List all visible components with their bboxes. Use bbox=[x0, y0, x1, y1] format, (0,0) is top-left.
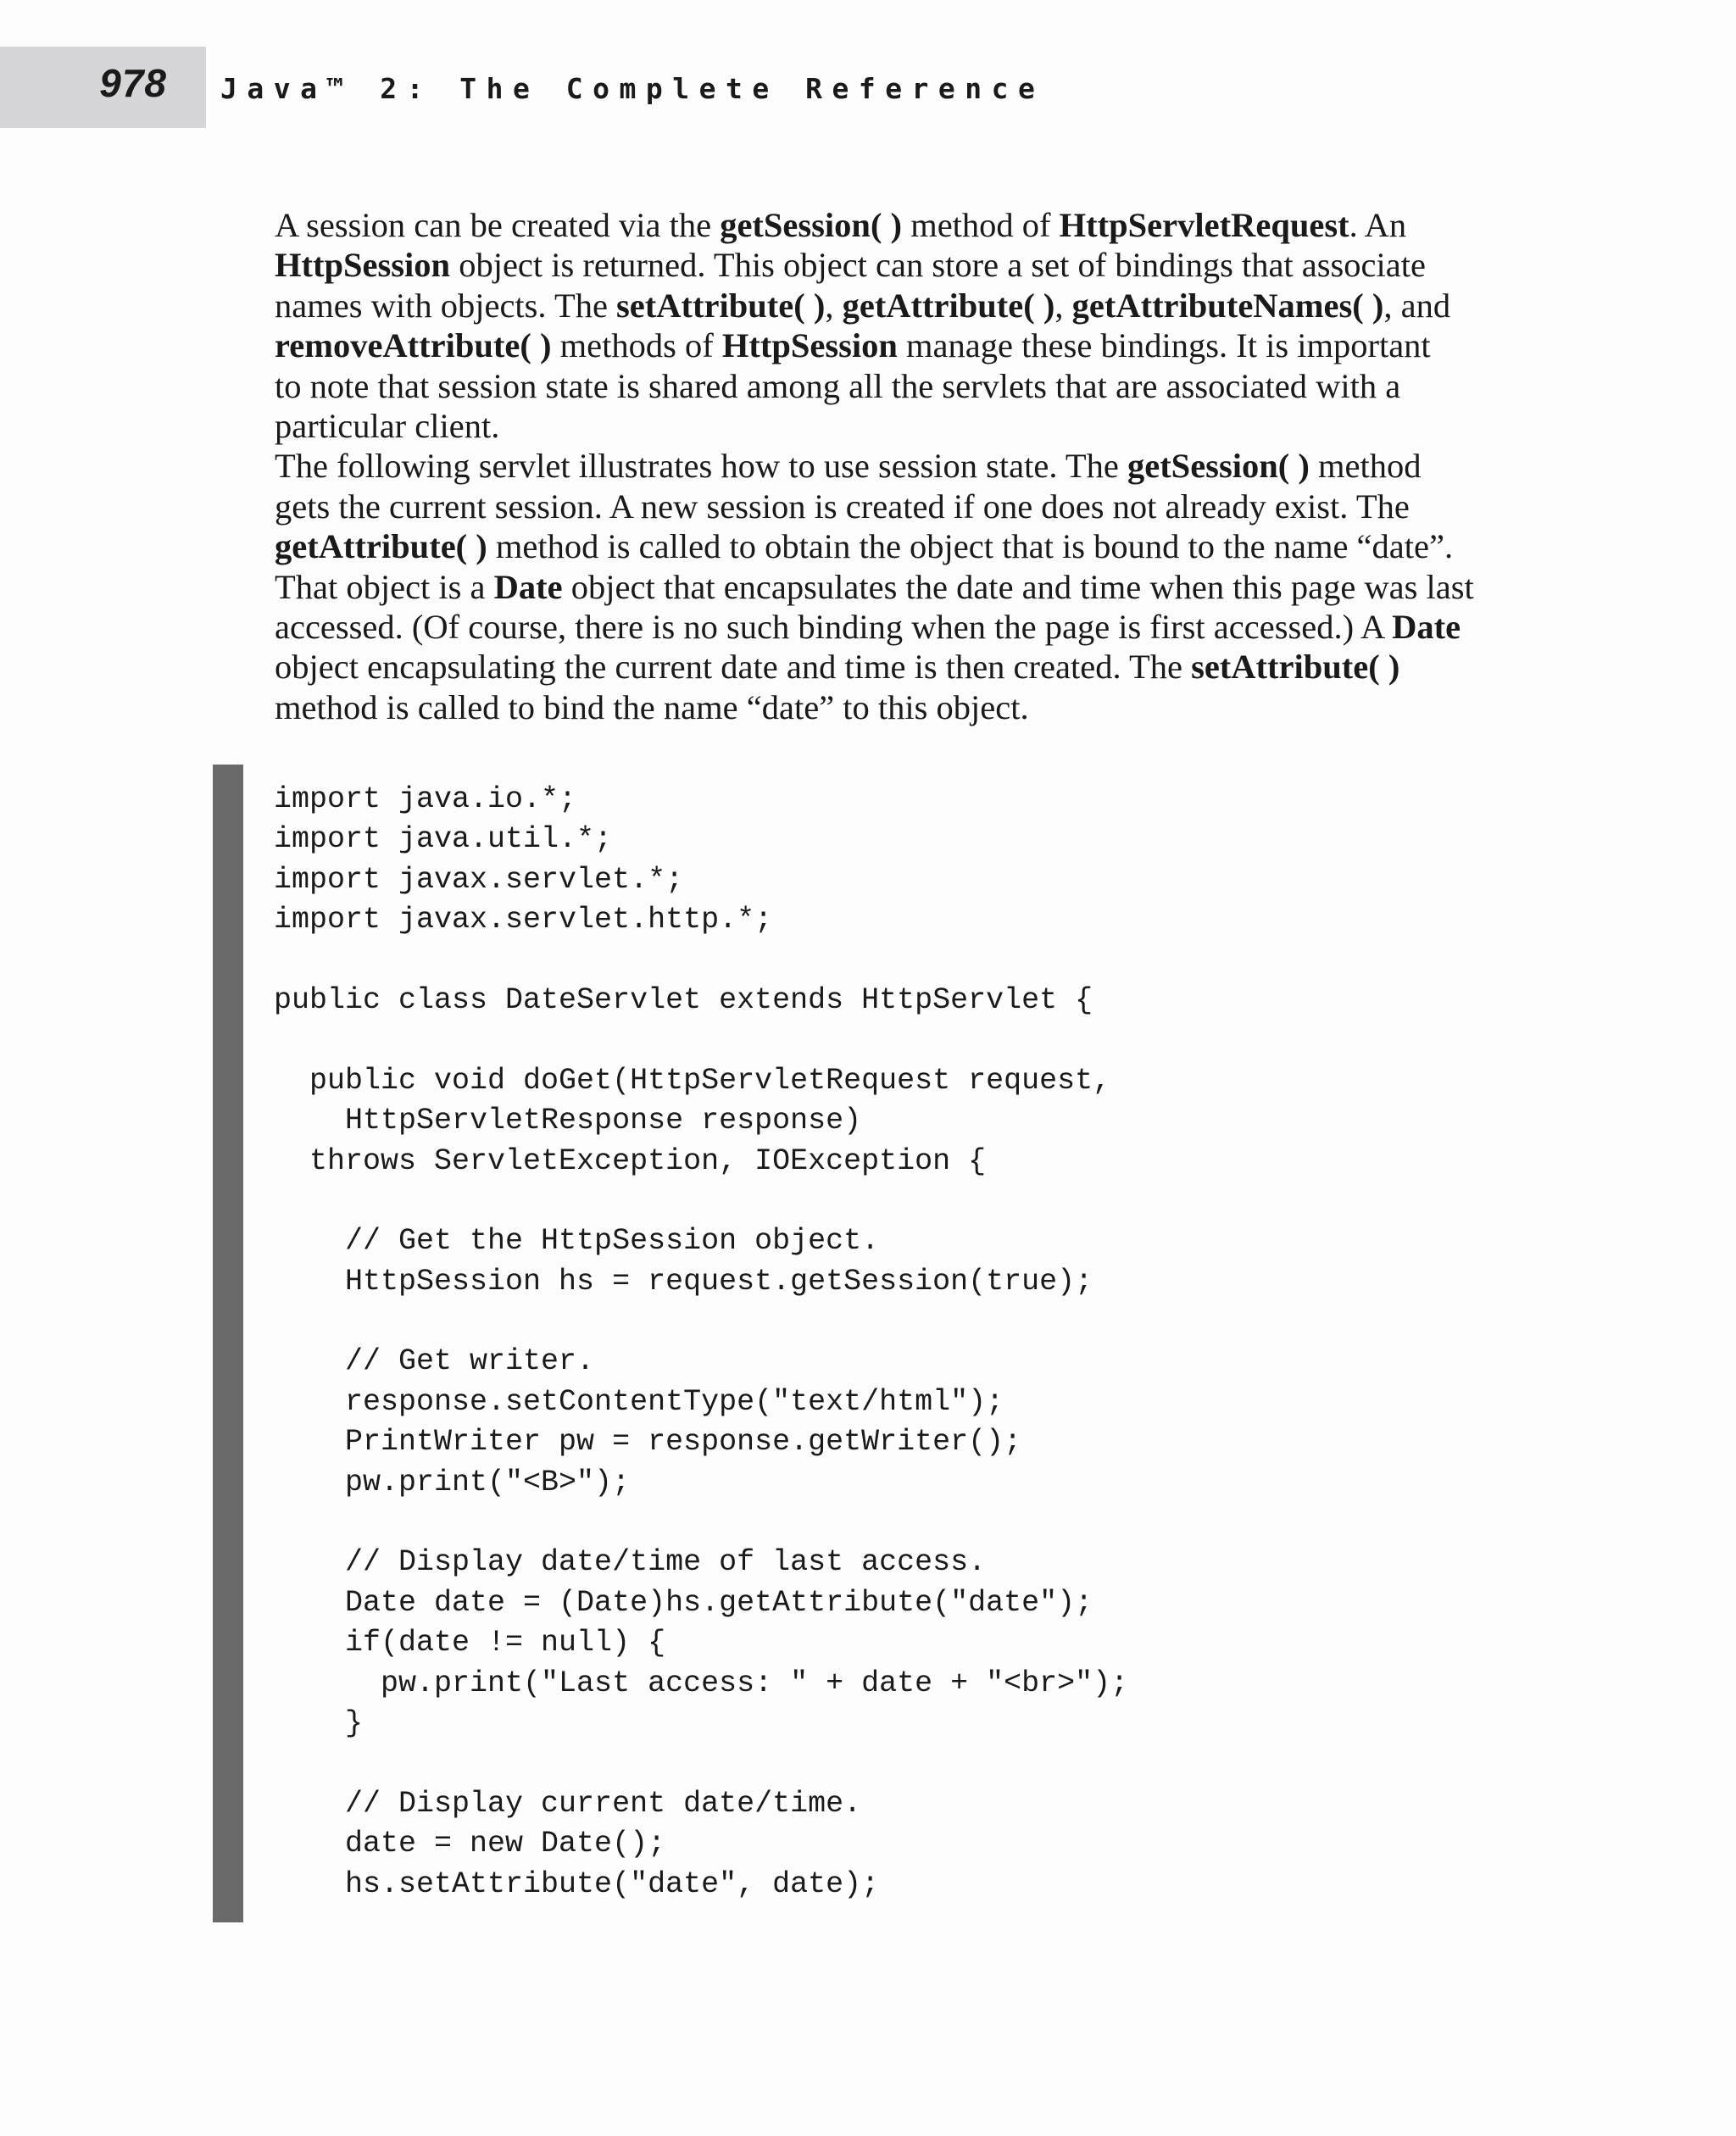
bold-term: Date bbox=[1392, 608, 1461, 647]
code-line: import java.util.*; bbox=[274, 822, 613, 857]
text-run: . An bbox=[1349, 206, 1407, 244]
code-line: } bbox=[274, 1705, 364, 1740]
bold-term: getAttributeNames( ) bbox=[1071, 286, 1384, 325]
bold-term: Date bbox=[493, 567, 563, 606]
code-line: Date date = (Date)hs.getAttribute("date"); bbox=[274, 1585, 1093, 1620]
text-run: gets the current session. A new session is created if one does not already exist. The bbox=[275, 487, 1410, 526]
code-line: if(date != null) { bbox=[274, 1626, 666, 1660]
code-line: // Get the HttpSession object. bbox=[274, 1224, 880, 1259]
text-run: accessed. (Of course, there is no such binding when the page is first accessed.) A bbox=[275, 608, 1393, 647]
bold-term: setAttribute( ) bbox=[1191, 648, 1400, 687]
text-line bbox=[220, 567, 1517, 607]
code-line bbox=[274, 1182, 1128, 1221]
bold-term: HttpSession bbox=[721, 326, 898, 365]
text-run: , bbox=[825, 286, 843, 325]
text-line bbox=[220, 687, 1517, 727]
text-run: method of bbox=[902, 206, 1060, 244]
bold-term: removeAttribute( ) bbox=[275, 326, 552, 365]
code-line bbox=[274, 1021, 1128, 1060]
body-text bbox=[220, 205, 1517, 727]
text-run: methods of bbox=[551, 326, 722, 365]
code-line: pw.print("<B>"); bbox=[274, 1465, 631, 1499]
text-line bbox=[220, 607, 1517, 647]
bold-term: HttpServletRequest bbox=[1059, 206, 1349, 244]
text-run: , bbox=[1054, 286, 1072, 325]
code-line: HttpSession hs = request.getSession(true); bbox=[274, 1264, 1093, 1299]
bold-term: getAttribute( ) bbox=[275, 527, 487, 566]
text-line bbox=[220, 647, 1517, 687]
code-listing-bar bbox=[213, 765, 243, 1922]
code-line: // Get writer. bbox=[274, 1344, 595, 1379]
running-title: Java™ 2: The Complete Reference bbox=[220, 72, 1045, 105]
code-line: throws ServletException, IOException { bbox=[274, 1143, 987, 1178]
code-line: HttpServletResponse response) bbox=[274, 1104, 862, 1138]
text-run: object encapsulating the current date and time is then created. The bbox=[275, 648, 1192, 687]
code-line: date = new Date(); bbox=[274, 1827, 666, 1861]
text-line bbox=[220, 286, 1517, 325]
text-run: That object is a bbox=[275, 567, 494, 606]
code-line: // Display date/time of last access. bbox=[274, 1545, 987, 1580]
text-line bbox=[220, 446, 1517, 486]
code-line bbox=[274, 1503, 1128, 1543]
text-run: names with objects. The bbox=[275, 286, 617, 325]
code-line: import javax.servlet.http.*; bbox=[274, 903, 773, 937]
text-run: manage these bindings. It is important bbox=[897, 326, 1431, 365]
bold-term: getSession( ) bbox=[1127, 447, 1310, 486]
code-line bbox=[274, 1302, 1128, 1342]
text-run: to note that session state is shared among all the servlets that are associated with a bbox=[275, 366, 1401, 405]
text-run: method bbox=[1309, 447, 1422, 486]
code-line: hs.setAttribute("date", date); bbox=[274, 1866, 880, 1901]
text-run: , and bbox=[1383, 286, 1451, 325]
page-number-tab bbox=[0, 47, 206, 128]
code-line bbox=[274, 1744, 1128, 1783]
code-line: public void doGet(HttpServletRequest request, bbox=[274, 1063, 1111, 1098]
text-run: The following servlet illustrates how to use session state. The bbox=[275, 447, 1127, 486]
text-run: A session can be created via the bbox=[275, 206, 721, 244]
text-line bbox=[220, 487, 1517, 526]
code-listing bbox=[274, 780, 1128, 1905]
text-run: object is returned. This object can store a set of bindings that associate bbox=[450, 246, 1426, 285]
code-line: import java.io.*; bbox=[274, 782, 577, 816]
paragraph-2 bbox=[220, 446, 1517, 727]
text-line bbox=[220, 205, 1517, 245]
text-line bbox=[220, 245, 1517, 285]
text-line bbox=[220, 526, 1517, 566]
code-line: import javax.servlet.*; bbox=[274, 862, 684, 897]
text-run: object that encapsulates the date and time when this page was last bbox=[562, 567, 1474, 606]
text-run: method is called to bind the name “date” to this object. bbox=[275, 687, 1029, 726]
code-line: PrintWriter pw = response.getWriter(); bbox=[274, 1425, 1022, 1460]
bold-term: getSession( ) bbox=[720, 206, 903, 244]
code-line: pw.print("Last access: " + date + "<br>"); bbox=[274, 1666, 1129, 1700]
paragraph-1 bbox=[220, 205, 1517, 446]
text-run: particular client. bbox=[275, 407, 500, 446]
bold-term: getAttribute( ) bbox=[842, 286, 1055, 325]
bold-term: setAttribute( ) bbox=[616, 286, 826, 325]
page-number: 978 bbox=[99, 61, 167, 105]
code-line: public class DateServlet extends HttpServlet { bbox=[274, 982, 1093, 1017]
text-run: method is called to obtain the object that is bound to the name “date”. bbox=[487, 527, 1454, 566]
text-line bbox=[220, 406, 1517, 446]
text-line bbox=[220, 366, 1517, 406]
bold-term: HttpSession bbox=[275, 246, 451, 285]
code-line bbox=[274, 941, 1128, 981]
code-line: response.setContentType("text/html"); bbox=[274, 1384, 1004, 1419]
code-line: // Display current date/time. bbox=[274, 1786, 862, 1821]
text-line bbox=[220, 325, 1517, 365]
